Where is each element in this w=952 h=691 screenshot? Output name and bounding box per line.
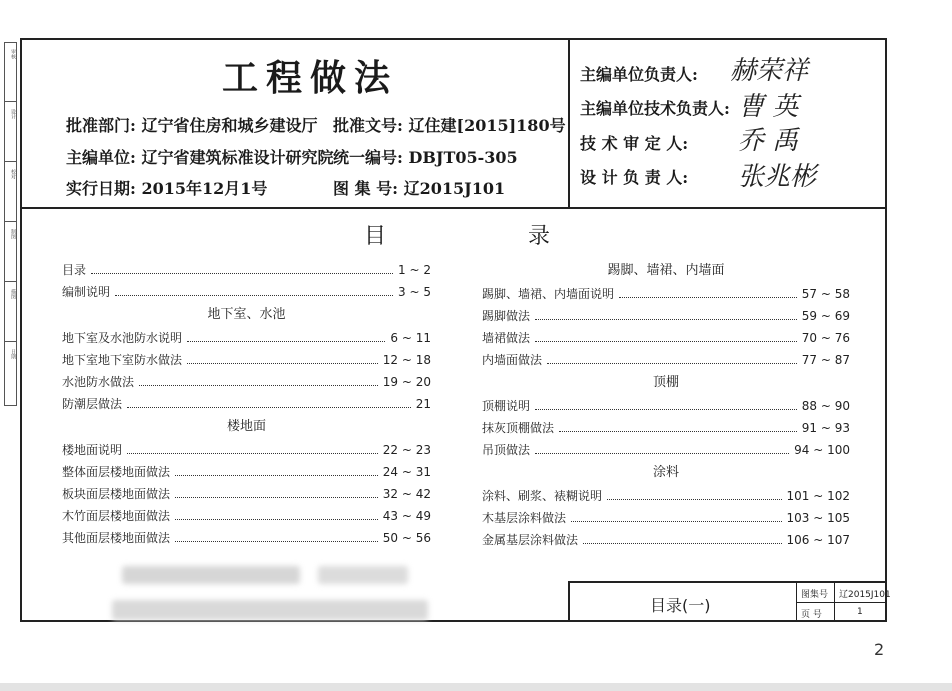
- toc-entry-pages: 22 ~ 23: [382, 443, 431, 457]
- toc-entry[interactable]: [62, 259, 431, 281]
- binding-cell: 日期: [10, 349, 16, 359]
- redacted-block: [318, 566, 408, 584]
- signature-label: 主编单位技术负责人:: [580, 99, 730, 118]
- toc-entry-title: 木基层涂料做法: [482, 511, 567, 525]
- toc-entry-title: 整体面层楼地面做法: [62, 465, 171, 479]
- toc-entry-title: 金属基层涂料做法: [482, 533, 579, 547]
- toc-section-heading: 楼地面: [226, 419, 266, 434]
- toc-entry-pages: 43 ~ 49: [382, 509, 431, 523]
- toc-entry[interactable]: [482, 349, 850, 371]
- toc-heading-right: 录: [528, 224, 551, 249]
- toc-entry-title: 目录: [62, 263, 87, 277]
- editor-unit-row: [66, 145, 334, 168]
- toc-entry[interactable]: [62, 281, 431, 303]
- toc-entry-pages: 70 ~ 76: [801, 331, 850, 345]
- toc-entry[interactable]: [482, 529, 850, 551]
- toc-entry-pages: 1 ~ 2: [398, 263, 431, 277]
- effective-date-label: 实行日期:: [66, 179, 136, 198]
- atlas-no-row: [333, 176, 505, 199]
- header-vertical-divider: [568, 38, 570, 208]
- toc-entry-title: 木竹面层楼地面做法: [62, 509, 171, 523]
- toc-entry[interactable]: [482, 439, 850, 461]
- title-block-divider: [796, 602, 887, 603]
- toc-entry-pages: 77 ~ 87: [801, 353, 850, 367]
- toc-entry-title: 顶棚说明: [482, 399, 531, 413]
- atlas-no-label: 图集号: [801, 590, 829, 600]
- toc-entry[interactable]: [62, 439, 431, 461]
- toc-entry-title: 防潮层做法: [62, 397, 123, 411]
- unified-no-row: [333, 145, 518, 168]
- approval-no-row: [333, 113, 566, 136]
- handwritten-signature: 赫荣祥: [730, 56, 809, 86]
- approval-dept-value: 辽宁省住房和城乡建设厅: [141, 116, 318, 135]
- effective-date-row: [66, 176, 267, 199]
- approval-dept-label: 批准部门:: [66, 116, 136, 135]
- toc-entry[interactable]: [62, 527, 431, 549]
- toc-entry-pages: 19 ~ 20: [382, 375, 431, 389]
- toc-entry[interactable]: [62, 393, 431, 415]
- toc-section-heading: 地下室、水池: [207, 307, 286, 322]
- toc-entry[interactable]: [62, 461, 431, 483]
- binding-cell: 描图: [10, 289, 16, 299]
- toc-entry-pages: 101 ~ 102: [786, 489, 850, 503]
- toc-entry-pages: 59 ~ 69: [801, 309, 850, 323]
- header-divider: [20, 207, 887, 209]
- toc-entry-title: 吊顶做法: [482, 443, 531, 457]
- toc-entry[interactable]: [62, 483, 431, 505]
- toc-entry-pages: 32 ~ 42: [382, 487, 431, 501]
- page-number: 2: [874, 640, 885, 659]
- sheet-title: 目录(一): [650, 596, 711, 615]
- toc-entry[interactable]: [62, 327, 431, 349]
- unified-no-label: 统一编号:: [333, 148, 403, 167]
- toc-entry[interactable]: [482, 327, 850, 349]
- binding-divider: [5, 341, 16, 342]
- toc-entry-pages: 103 ~ 105: [786, 511, 850, 525]
- handwritten-signature: 乔 禹: [738, 126, 799, 156]
- toc-entry[interactable]: [62, 371, 431, 393]
- toc-entry-title: 墙裙做法: [482, 331, 531, 345]
- atlas-no-value: 辽2015J101: [839, 590, 891, 600]
- unified-no-value: DBJT05-305: [408, 148, 518, 167]
- editor-unit-value: 辽宁省建筑标准设计研究院: [141, 148, 334, 167]
- toc-entry-title: 内墙面做法: [482, 353, 543, 367]
- title-block: [568, 581, 891, 622]
- page-no-value: 1: [857, 607, 863, 617]
- toc-entry-pages: 91 ~ 93: [801, 421, 850, 435]
- toc-entry[interactable]: [482, 283, 850, 305]
- toc-entry-pages: 57 ~ 58: [801, 287, 850, 301]
- approval-no-label: 批准文号:: [333, 116, 403, 135]
- toc-entry-pages: 88 ~ 90: [801, 399, 850, 413]
- binding-strip: [4, 42, 17, 406]
- toc-entry-title: 编制说明: [62, 285, 111, 299]
- toc-entry[interactable]: [482, 417, 850, 439]
- toc-entry-title: 踢脚、墙裙、内墙面说明: [482, 287, 615, 301]
- approval-no-value: 辽住建[2015]180号: [408, 116, 566, 135]
- redacted-block: [112, 600, 428, 620]
- binding-divider: [5, 281, 16, 282]
- toc-entry-title: 其他面层楼地面做法: [62, 531, 171, 545]
- toc-entry-pages: 12 ~ 18: [382, 353, 431, 367]
- signature-label: 设 计 负 责 人:: [580, 168, 689, 187]
- toc-entry[interactable]: [62, 349, 431, 371]
- toc-entry-pages: 106 ~ 107: [786, 533, 850, 547]
- approval-dept-row: [66, 113, 318, 136]
- effective-date-value: 2015年12月1号: [141, 179, 268, 198]
- atlas-no-value: 辽2015J101: [403, 179, 506, 198]
- toc-entry[interactable]: [482, 507, 850, 529]
- toc-entry[interactable]: [482, 395, 850, 417]
- handwritten-signature: 曹 英: [738, 92, 799, 122]
- toc-heading-left: 目: [364, 224, 387, 249]
- page-title: 工程做法: [222, 57, 399, 99]
- toc-entry-title: 涂料、刷浆、裱糊说明: [482, 489, 603, 503]
- signature-label: 主编单位负责人:: [580, 65, 698, 84]
- toc-left-column: [62, 259, 431, 549]
- toc-entry-title: 抹灰顶棚做法: [482, 421, 555, 435]
- toc-section-heading: 顶棚: [652, 375, 679, 390]
- toc-entry-title: 踢脚做法: [482, 309, 531, 323]
- toc-entry[interactable]: [62, 505, 431, 527]
- toc-entry-pages: 21: [415, 397, 431, 411]
- binding-divider: [5, 221, 16, 222]
- binding-divider: [5, 101, 16, 102]
- toc-entry-pages: 6 ~ 11: [390, 331, 431, 345]
- atlas-no-label: 图 集 号:: [333, 179, 399, 198]
- binding-cell: 制图: [10, 229, 16, 239]
- toc-entry-pages: 50 ~ 56: [382, 531, 431, 545]
- toc-entry-title: 地下室及水池防水说明: [62, 331, 183, 345]
- bottom-bar: [0, 683, 952, 691]
- toc-entry[interactable]: [482, 305, 850, 327]
- toc-section-heading: 涂料: [652, 465, 679, 480]
- editor-unit-label: 主编单位:: [66, 148, 136, 167]
- toc-entry-title: 楼地面说明: [62, 443, 123, 457]
- toc-entry-title: 地下室地下室防水做法: [62, 353, 183, 367]
- toc-entry-title: 板块面层楼地面做法: [62, 487, 171, 501]
- binding-cell: 设计: [10, 109, 16, 119]
- toc-entry-title: 水池防水做法: [62, 375, 135, 389]
- toc-entry[interactable]: [482, 485, 850, 507]
- toc-entry-pages: 94 ~ 100: [794, 443, 850, 457]
- signature-label: 技 术 审 定 人:: [580, 134, 689, 153]
- page-no-label: 页 号: [801, 610, 822, 620]
- toc-entry-pages: 24 ~ 31: [382, 465, 431, 479]
- redacted-block: [122, 566, 300, 584]
- toc-right-column: [482, 259, 850, 551]
- binding-divider: [5, 161, 16, 162]
- binding-cell: 审核: [10, 49, 16, 59]
- handwritten-signature: 张兆彬: [738, 162, 817, 192]
- toc-section-heading: 踢脚、墙裙、内墙面: [607, 263, 725, 278]
- binding-cell: 校对: [10, 169, 16, 179]
- toc-entry-pages: 3 ~ 5: [398, 285, 431, 299]
